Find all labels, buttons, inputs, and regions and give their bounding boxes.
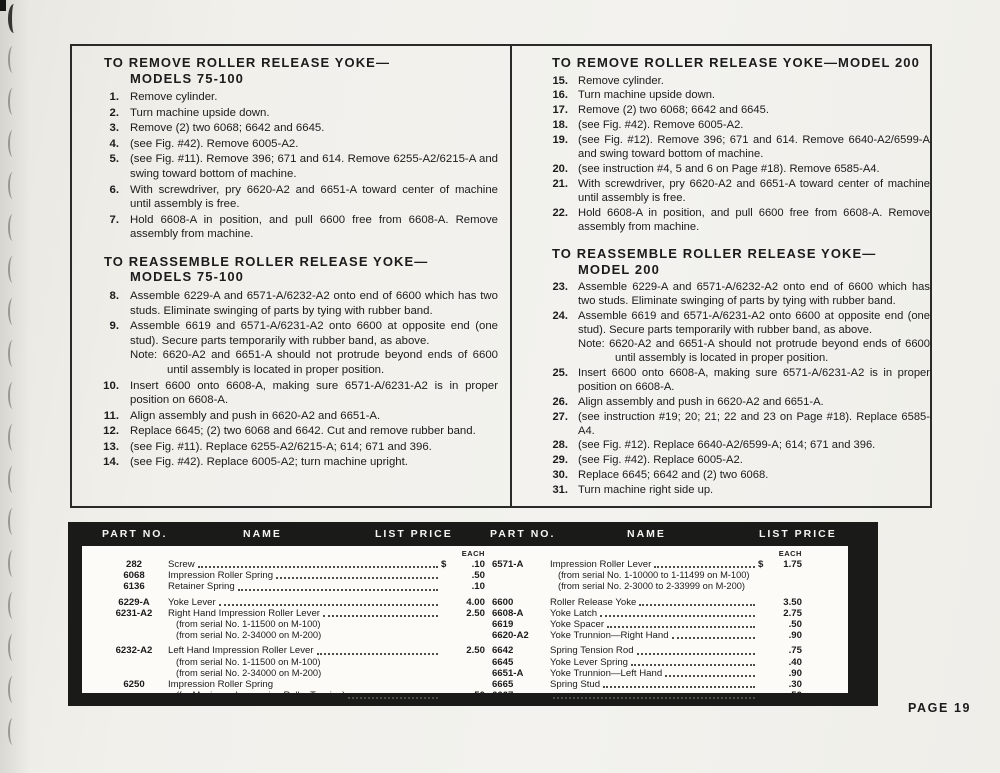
part-number: 6608-A xyxy=(491,607,524,619)
binding-hole-mark xyxy=(8,130,16,157)
price-cell xyxy=(758,559,802,570)
subrow-content xyxy=(168,630,485,641)
part-name: Impression Roller Lever xyxy=(549,559,652,570)
instruction-item xyxy=(86,213,498,242)
parts-table-row xyxy=(100,597,485,608)
part-name: Spring Stud xyxy=(549,679,601,691)
part-number: 6667 xyxy=(491,690,514,702)
instruction-item xyxy=(86,379,498,408)
item-note: Note: 6620-A2 and 6651-A should not protrude beyond ends of 6600 until assembly is located in proper position. xyxy=(130,349,498,376)
each-label-row xyxy=(490,549,802,559)
binding-hole-mark xyxy=(8,718,16,745)
item-text: Turn machine upside down. xyxy=(578,89,716,102)
table-body xyxy=(82,546,848,702)
item-number: 31. xyxy=(552,484,568,497)
instruction-item xyxy=(540,469,930,483)
item-text: Assemble 6619 and 6571-A/6231-A2 onto 6600 at opposite end (one stud). Secure parts temporarily with rubber band, as above. Note: 6620-A2 and 6651-A should not protrude beyond ends of 6600 until assembly is located in proper position. xyxy=(130,320,498,376)
dot-leader xyxy=(198,566,438,568)
item-text: (see Fig. #11). Remove 396; 671 and 614. Remove 6255-A2/6215-A and swing toward bottom of machine. xyxy=(130,153,498,180)
instruction-item xyxy=(86,90,498,105)
item-number: 10. xyxy=(103,379,119,392)
binding-hole-mark xyxy=(8,508,16,535)
binding-hole-mark xyxy=(8,550,16,577)
parts-table-row xyxy=(100,581,485,592)
currency-sign: $ xyxy=(440,559,447,570)
part-name-price xyxy=(550,630,802,641)
parts-table-row xyxy=(490,559,802,570)
item-number: 2. xyxy=(109,106,119,119)
dot-leader xyxy=(631,664,755,666)
part-name: Yoke Trunnion—Left Hand xyxy=(549,667,663,679)
part-number: 6068 xyxy=(123,570,145,582)
dot-leader xyxy=(637,653,755,655)
part-number: 6620-A2 xyxy=(491,630,529,642)
section-title-line1: TO REASSEMBLE ROLLER RELEASE YOKE— xyxy=(104,253,429,269)
item-text: With screwdriver, pry 6620-A2 and 6651-A toward center of machine until assembly is free. xyxy=(578,177,930,204)
item-number: 25. xyxy=(552,366,568,379)
binding-hole-mark xyxy=(8,214,16,241)
instruction-item xyxy=(86,424,498,439)
item-number: 21. xyxy=(552,177,568,190)
dot-leader xyxy=(317,653,438,655)
part-number: 6619 xyxy=(491,619,514,631)
instruction-item xyxy=(86,319,498,377)
section-heading xyxy=(540,246,930,277)
part-name: Yoke Trunnion—Right Hand xyxy=(549,630,669,642)
item-text: Remove (2) two 6068; 6642 and 6645. xyxy=(130,122,325,135)
item-number: 22. xyxy=(552,206,568,219)
binding-hole-mark xyxy=(8,340,16,367)
item-number: 18. xyxy=(552,119,568,132)
parts-price-table xyxy=(68,522,878,706)
price-cell xyxy=(758,657,802,668)
part-number: 6600 xyxy=(491,596,514,608)
part-name-price xyxy=(168,570,485,581)
table-column-header-part: PART NO. xyxy=(490,528,556,540)
dot-leader xyxy=(665,675,755,677)
dot-leader xyxy=(603,686,755,688)
item-number: 16. xyxy=(552,89,568,102)
item-text: Assemble 6229-A and 6571-A/6232-A2 onto end of 6600 which has two studs. Eliminate swinging of parts by tying with rubber band. xyxy=(578,281,930,308)
instruction-item xyxy=(540,484,930,498)
section-heading xyxy=(86,254,498,285)
parts-table-row xyxy=(100,645,485,656)
table-half-left xyxy=(82,549,488,702)
subrow-text: (from serial No. 1-11500 on M-100) xyxy=(176,656,321,667)
binding-hole-mark xyxy=(8,466,16,493)
item-number: 6. xyxy=(109,183,119,196)
price-value: 1.75 xyxy=(783,559,802,570)
price-value: .50 xyxy=(788,690,802,702)
instruction-item xyxy=(540,367,930,395)
part-number-empty xyxy=(100,668,168,679)
dot-leader xyxy=(276,577,438,579)
item-text: Assemble 6229-A and 6571-A/6232-A2 onto end of 6600 which has two studs. Eliminate swinging of parts by tying with rubber band. xyxy=(130,289,498,317)
item-number: 12. xyxy=(103,425,119,438)
table-column-header-part: PART NO. xyxy=(102,528,168,540)
item-number: 20. xyxy=(552,162,568,175)
binding-hole-mark xyxy=(8,298,16,325)
instruction-item xyxy=(86,289,498,318)
part-name-price xyxy=(550,690,802,701)
item-text: Hold 6608-A in position, and pull 6600 free from 6608-A. Remove assembly from machine. xyxy=(578,206,930,233)
subrow-content xyxy=(550,581,802,592)
part-number: 6645 xyxy=(491,656,514,668)
item-text: Assemble 6619 and 6571-A/6231-A2 onto 6600 at opposite end (one stud). Secure parts temporarily with rubber band, as above. Note: 6620-A2 and 6651-A should not protrude beyond ends of 6600 until assembly is located in proper position. xyxy=(578,310,930,364)
instruction-item xyxy=(540,207,930,235)
subrow-content xyxy=(550,570,802,581)
item-number: 14. xyxy=(103,456,119,469)
part-number: 6665 xyxy=(491,679,514,691)
subrow-content xyxy=(168,668,485,679)
part-number: 6229-A xyxy=(118,596,150,608)
dot-leader xyxy=(607,626,755,628)
item-text: Align assembly and push in 6620-A2 and 6651-A. xyxy=(130,409,381,422)
item-number: 29. xyxy=(552,454,568,467)
price-value: 2.75 xyxy=(783,607,802,619)
subrow-content xyxy=(168,619,485,630)
binding-hole-mark xyxy=(8,46,16,73)
instruction-item xyxy=(86,121,498,136)
binding-hole-mark xyxy=(8,4,18,33)
instruction-item xyxy=(540,104,930,118)
table-column-header-price: LIST PRICE xyxy=(375,528,453,540)
part-number-empty xyxy=(490,581,550,592)
dot-leader xyxy=(672,637,755,639)
instructions-column-left xyxy=(86,55,498,471)
item-text: Hold 6608-A in position, and pull 6600 free from 6608-A. Remove assembly from machine. xyxy=(130,213,498,241)
item-number: 4. xyxy=(109,137,119,150)
binding-hole-mark xyxy=(8,634,16,661)
binding-hole-mark xyxy=(8,424,16,451)
parts-table-subrow xyxy=(100,690,485,701)
binding-hole-mark xyxy=(8,382,16,409)
price-value: .75 xyxy=(788,645,802,657)
part-number: 6232-A2 xyxy=(115,645,153,657)
dot-leader xyxy=(654,566,755,568)
item-number: 11. xyxy=(103,409,119,422)
price-cell xyxy=(758,679,802,690)
parts-table-subrow xyxy=(100,668,485,679)
parts-table-row xyxy=(490,608,802,619)
instruction-item xyxy=(540,134,930,162)
dot-leader xyxy=(323,615,438,617)
part-name-price xyxy=(550,608,802,619)
instruction-item xyxy=(540,163,930,177)
section-title-line2: MODEL 200 xyxy=(578,261,660,277)
instruction-box xyxy=(70,44,932,508)
each-label: EACH xyxy=(461,549,485,558)
binding-hole-mark xyxy=(8,88,16,115)
subrow-text: (from serial No. 2-3000 to 2-33999 on M-200) xyxy=(557,581,746,592)
instruction-item xyxy=(86,409,498,424)
scan-corner-mark xyxy=(0,0,6,11)
subrow-text: (from serial No. 2-34000 on M-200) xyxy=(176,630,322,641)
item-text: (see Fig. #42). Replace 6005-A2. xyxy=(578,454,743,467)
price-cell xyxy=(441,559,485,570)
parts-table-row xyxy=(490,657,802,668)
part-number: 6642 xyxy=(491,645,514,657)
each-label: EACH xyxy=(778,549,802,558)
item-number: 23. xyxy=(552,281,568,294)
item-text: Insert 6600 onto 6608-A, making sure 6571-A/6231-A2 is in proper position on 6608-A. xyxy=(578,366,930,393)
dot-leader xyxy=(639,604,755,606)
part-number: 282 xyxy=(125,559,142,570)
part-name: Yoke Lever Spring xyxy=(549,656,629,668)
parts-table-row xyxy=(490,679,802,690)
instruction-item xyxy=(86,183,498,212)
part-name: Yoke Latch xyxy=(549,607,598,619)
item-text: (see instruction #4, 5 and 6 on Page #18). Remove 6585-A4. xyxy=(578,162,880,175)
instruction-section xyxy=(86,55,498,242)
dot-leader xyxy=(553,697,755,699)
part-name-price xyxy=(550,668,802,679)
part-number-empty xyxy=(490,570,550,581)
price-value: 2.50 xyxy=(466,645,485,657)
section-title-line1: TO REASSEMBLE ROLLER RELEASE YOKE— xyxy=(552,246,877,262)
parts-table-row xyxy=(490,597,802,608)
dot-leader xyxy=(238,589,438,591)
part-name: Impression Roller Spring xyxy=(168,679,274,691)
part-name-price xyxy=(168,581,485,592)
part-name-price xyxy=(168,679,485,690)
price-cell xyxy=(441,597,485,608)
binding-hole-mark xyxy=(8,172,16,199)
part-number-empty xyxy=(100,657,168,668)
table-half-right xyxy=(488,549,848,702)
part-name-price xyxy=(550,657,802,668)
part-number: 6231-A2 xyxy=(115,607,153,619)
item-number: 1. xyxy=(109,91,119,103)
item-number: 7. xyxy=(109,213,119,226)
price-value: .30 xyxy=(788,679,802,691)
section-title-line1: TO REMOVE ROLLER RELEASE YOKE—MODEL 200 xyxy=(552,55,920,70)
instruction-item xyxy=(540,454,930,468)
item-text: With screwdriver, pry 6620-A2 and 6651-A toward center of machine until assembly is free. xyxy=(130,183,498,211)
item-text: Replace 6645; 6642 and (2) two 6068. xyxy=(578,469,769,482)
instruction-section xyxy=(540,246,930,498)
price-value: 2.50 xyxy=(466,607,485,619)
parts-table-row xyxy=(100,608,485,619)
part-number-empty xyxy=(100,690,168,701)
section-title-line2: MODELS 75-100 xyxy=(130,70,245,86)
column-divider xyxy=(510,46,512,506)
item-note: Note: 6620-A2 and 6651-A should not protrude beyond ends of 6600 until assembly is located in proper position. xyxy=(578,338,930,364)
instruction-section xyxy=(540,55,930,234)
parts-table-row xyxy=(100,559,485,570)
parts-table-row xyxy=(490,690,802,701)
section-heading xyxy=(540,55,930,71)
item-text: Replace 6645; (2) two 6068 and 6642. Cut and remove rubber band. xyxy=(130,425,476,438)
item-number: 17. xyxy=(552,104,568,117)
price-cell xyxy=(758,645,802,656)
item-text: Remove cylinder. xyxy=(578,74,664,87)
item-number: 30. xyxy=(552,469,568,482)
item-number: 9. xyxy=(109,320,119,333)
item-number: 19. xyxy=(552,134,568,147)
item-number: 27. xyxy=(552,410,568,423)
part-name-price xyxy=(550,679,802,690)
part-name-price xyxy=(168,608,485,619)
price-cell xyxy=(441,608,485,619)
part-number: 6250 xyxy=(123,679,145,691)
table-column-header-name: NAME xyxy=(627,528,666,540)
instruction-item xyxy=(540,396,930,410)
item-number: 26. xyxy=(552,395,568,408)
part-number: 6651-A xyxy=(491,667,524,679)
part-name: Roller Release Yoke xyxy=(549,596,637,608)
part-name: Left Hand Impression Roller Lever xyxy=(168,645,314,657)
subrow-text: (from serial No. 1-10000 to 1-11499 on M-100) xyxy=(557,570,750,581)
section-heading xyxy=(86,55,498,86)
item-text: (see Fig. #42). Remove 6005-A2. xyxy=(130,137,299,150)
subrow-content xyxy=(168,690,485,701)
item-number: 3. xyxy=(109,122,119,135)
subrow-content xyxy=(168,657,485,668)
part-name-price xyxy=(550,597,802,608)
price-value: .50 xyxy=(471,690,485,702)
parts-table-row xyxy=(490,630,802,641)
price-value: .10 xyxy=(471,581,485,593)
item-number: 8. xyxy=(109,289,119,302)
instruction-item xyxy=(86,455,498,470)
instruction-item xyxy=(540,310,930,366)
price-value: .90 xyxy=(788,630,802,642)
price-value: .90 xyxy=(788,667,802,679)
section-title-line2: MODELS 75-100 xyxy=(130,269,245,285)
part-name: Screw xyxy=(168,559,195,570)
item-number: 5. xyxy=(109,153,119,166)
price-cell xyxy=(441,570,485,581)
instruction-item xyxy=(86,137,498,152)
instruction-item xyxy=(86,440,498,455)
parts-table-subrow xyxy=(100,630,485,641)
dot-leader xyxy=(600,615,755,617)
price-value: .50 xyxy=(788,619,802,631)
part-name-price xyxy=(168,597,485,608)
instruction-item xyxy=(540,411,930,439)
each-label-row xyxy=(100,549,485,559)
price-cell xyxy=(758,668,802,679)
parts-table-subrow xyxy=(100,619,485,630)
part-name: Right Hand Impression Roller Lever xyxy=(168,607,320,619)
parts-table-row xyxy=(100,570,485,581)
dot-leader xyxy=(348,697,438,699)
instruction-item xyxy=(540,75,930,89)
item-number: 15. xyxy=(552,74,568,87)
item-text: Insert 6600 onto 6608-A, making sure 6571-A/6231-A2 is in proper position on 6608-A. xyxy=(130,379,498,407)
item-text: Remove (2) two 6068; 6642 and 6645. xyxy=(578,104,769,117)
page-number: PAGE 19 xyxy=(908,701,972,715)
item-text: (see Fig. #42). Replace 6005-A2; turn machine upright. xyxy=(130,456,408,469)
item-text: (see Fig. #42). Remove 6005-A2. xyxy=(578,119,744,132)
part-number: 6136 xyxy=(123,581,145,593)
part-name: Yoke Lever xyxy=(168,596,216,608)
parts-table-subrow xyxy=(490,570,802,581)
binding-hole-mark xyxy=(8,256,16,283)
instruction-item xyxy=(540,281,930,309)
item-text: Turn machine right side up. xyxy=(578,484,714,497)
section-title-line1: TO REMOVE ROLLER RELEASE YOKE— xyxy=(104,55,391,70)
instruction-item xyxy=(86,152,498,181)
part-name-price xyxy=(550,645,802,656)
table-column-header-price: LIST PRICE xyxy=(759,528,837,540)
instruction-item xyxy=(540,119,930,133)
price-cell xyxy=(758,597,802,608)
part-number-empty xyxy=(100,630,168,641)
item-number: 24. xyxy=(552,310,568,323)
binding-hole-mark xyxy=(8,592,16,619)
price-cell xyxy=(441,645,485,656)
price-cell xyxy=(758,608,802,619)
parts-table-row xyxy=(100,679,485,690)
price-value: .40 xyxy=(788,656,802,668)
dot-leader xyxy=(219,604,438,606)
part-name: Impression Roller Spring xyxy=(168,570,274,582)
price-cell xyxy=(441,690,485,701)
part-number-empty xyxy=(100,619,168,630)
item-text: Align assembly and push in 6620-A2 and 6651-A. xyxy=(578,395,824,408)
price-value: .50 xyxy=(471,570,485,582)
part-name: Retainer Spring xyxy=(168,581,235,593)
item-text: Turn machine upside down. xyxy=(130,106,270,119)
part-name: Yoke Spacer xyxy=(549,619,605,631)
binding-hole-mark xyxy=(8,676,16,703)
subrow-text: (from serial No. 2-34000 on M-200) xyxy=(176,667,322,678)
part-name-price xyxy=(550,559,802,570)
instruction-section xyxy=(86,254,498,470)
price-value: 3.50 xyxy=(783,596,802,608)
instruction-item xyxy=(86,106,498,121)
parts-table-row xyxy=(490,645,802,656)
price-cell xyxy=(758,619,802,630)
price-cell xyxy=(758,690,802,701)
instruction-item xyxy=(540,89,930,103)
item-text: (see Fig. #12). Remove 396; 671 and 614. Remove 6640-A2/6599-A and swing toward bottom of machine. xyxy=(578,134,930,161)
instruction-item xyxy=(540,439,930,453)
subrow-text: (for Maximum Impression Roller Tension) xyxy=(176,690,346,701)
item-text: (see Fig. #11). Replace 6255-A2/6215-A; 614; 671 and 396. xyxy=(130,440,432,453)
parts-table-row xyxy=(490,668,802,679)
parts-table-subrow xyxy=(490,581,802,592)
item-text: (see instruction #19; 20; 21; 22 and 23 on Page #18). Replace 6585-A4. xyxy=(578,410,930,437)
item-number: 28. xyxy=(552,439,568,452)
item-text: (see Fig. #12). Replace 6640-A2/6599-A; 614; 671 and 396. xyxy=(578,439,876,452)
part-number: 6571-A xyxy=(491,559,524,570)
instructions-column-right xyxy=(540,55,930,499)
price-value: 4.00 xyxy=(466,596,485,608)
parts-table-row xyxy=(490,619,802,630)
price-cell xyxy=(758,630,802,641)
item-number: 13. xyxy=(103,440,119,453)
part-name-price xyxy=(168,559,485,570)
price-cell xyxy=(441,581,485,592)
item-text: Remove cylinder. xyxy=(130,91,218,103)
table-column-header-name: NAME xyxy=(243,528,282,540)
part-name-price xyxy=(168,645,485,656)
price-value: .10 xyxy=(471,559,485,570)
instruction-item xyxy=(540,178,930,206)
subrow-text: (from serial No. 1-11500 on M-100) xyxy=(176,619,321,630)
part-name: Spring Tension Rod xyxy=(549,645,634,657)
currency-sign: $ xyxy=(757,559,764,570)
part-name-price xyxy=(550,619,802,630)
parts-table-subrow xyxy=(100,657,485,668)
